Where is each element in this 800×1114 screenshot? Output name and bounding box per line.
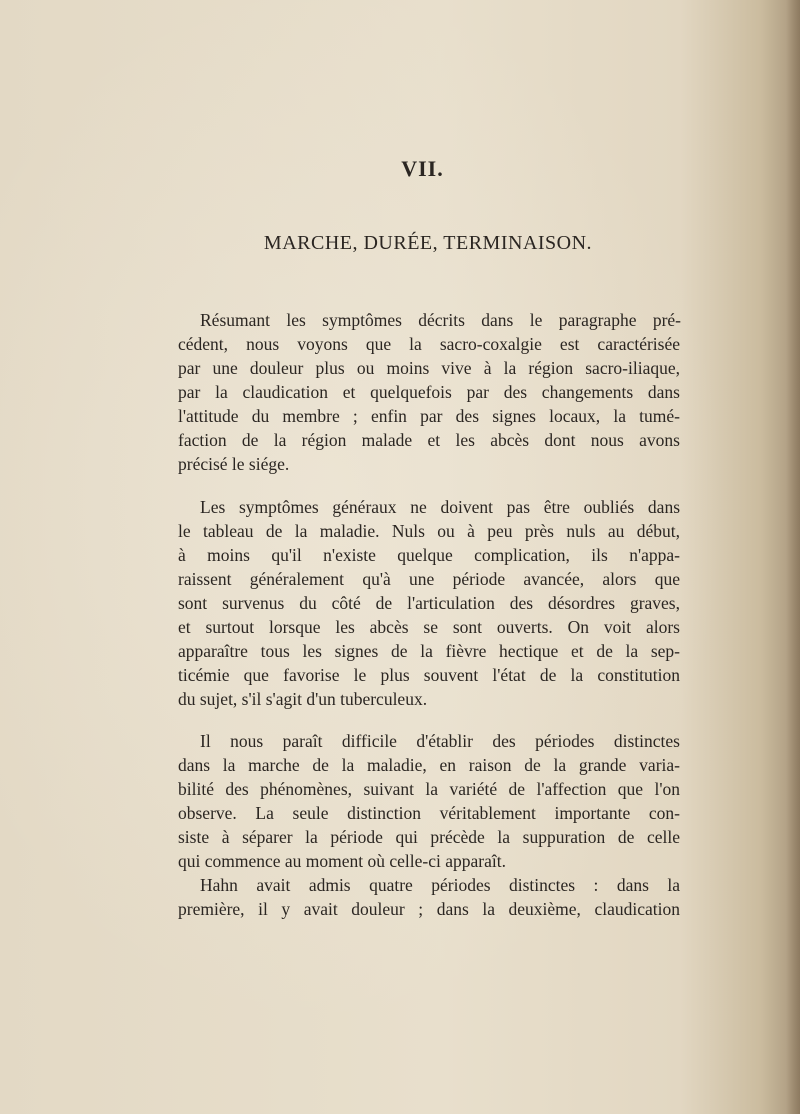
paragraph-2-line-5: sont survenus du côté de l'articulation des désordres graves, xyxy=(178,593,680,613)
paragraph-2-line-1: Les symptômes généraux ne doivent pas être oubliés dans xyxy=(200,497,680,517)
paragraph-3-line-1: Il nous paraît difficile d'établir des périodes distinctes xyxy=(200,731,680,751)
paragraph-2-line-2: le tableau de la maladie. Nuls ou à peu près nuls au début, xyxy=(178,521,680,541)
paragraph-1-line-3: par une douleur plus ou moins vive à la région sacro-iliaque, xyxy=(178,358,680,378)
paragraph-3-line-2: dans la marche de la maladie, en raison de la grande varia- xyxy=(178,755,680,775)
paragraph-1-line-1: Résumant les symptômes décrits dans le paragraphe pré- xyxy=(200,310,681,330)
paragraph-1-line-6: faction de la région malade et les abcès dont nous avons xyxy=(178,430,680,450)
paragraph-2-line-4: raissent généralement qu'à une période avancée, alors que xyxy=(178,569,680,589)
paragraph-1-line-5: l'attitude du membre ; enfin par des signes locaux, la tumé- xyxy=(178,406,680,426)
paragraph-1-line-4: par la claudication et quelquefois par des changements dans xyxy=(178,382,680,402)
paragraph-2-line-7: apparaître tous les signes de la fièvre hectique et de la sep- xyxy=(178,641,680,661)
paragraph-1-line-7: précisé le siége. xyxy=(178,454,290,474)
paragraph-4-line-2: première, il y avait douleur ; dans la deuxième, claudication xyxy=(178,899,680,919)
paragraph-2-line-9: du sujet, s'il s'agit d'un tuberculeux. xyxy=(178,689,428,709)
paragraph-3-line-4: observe. La seule distinction véritablement importante con- xyxy=(178,803,680,823)
paragraph-2-line-8: ticémie que favorise le plus souvent l'état de la constitution xyxy=(178,665,680,685)
paragraph-4-line-1: Hahn avait admis quatre périodes distinctes : dans la xyxy=(200,875,680,895)
section-number: VII. xyxy=(401,156,444,181)
paragraph-2-line-6: et surtout lorsque les abcès se sont ouverts. On voit alors xyxy=(178,617,680,637)
paragraph-3-line-3: bilité des phénomènes, suivant la variété de l'affection que l'on xyxy=(178,779,680,799)
chapter-title: MARCHE, DURÉE, TERMINAISON. xyxy=(263,232,593,254)
paragraph-3-line-6: qui commence au moment où celle-ci apparaît. xyxy=(178,851,506,871)
paragraph-3-line-5: siste à séparer la période qui précède la suppuration de celle xyxy=(178,827,680,847)
paragraph-1-line-2: cédent, nous voyons que la sacro-coxalgie est caractérisée xyxy=(178,334,680,354)
paragraph-2-line-3: à moins qu'il n'existe quelque complication, ils n'appa- xyxy=(178,545,680,565)
